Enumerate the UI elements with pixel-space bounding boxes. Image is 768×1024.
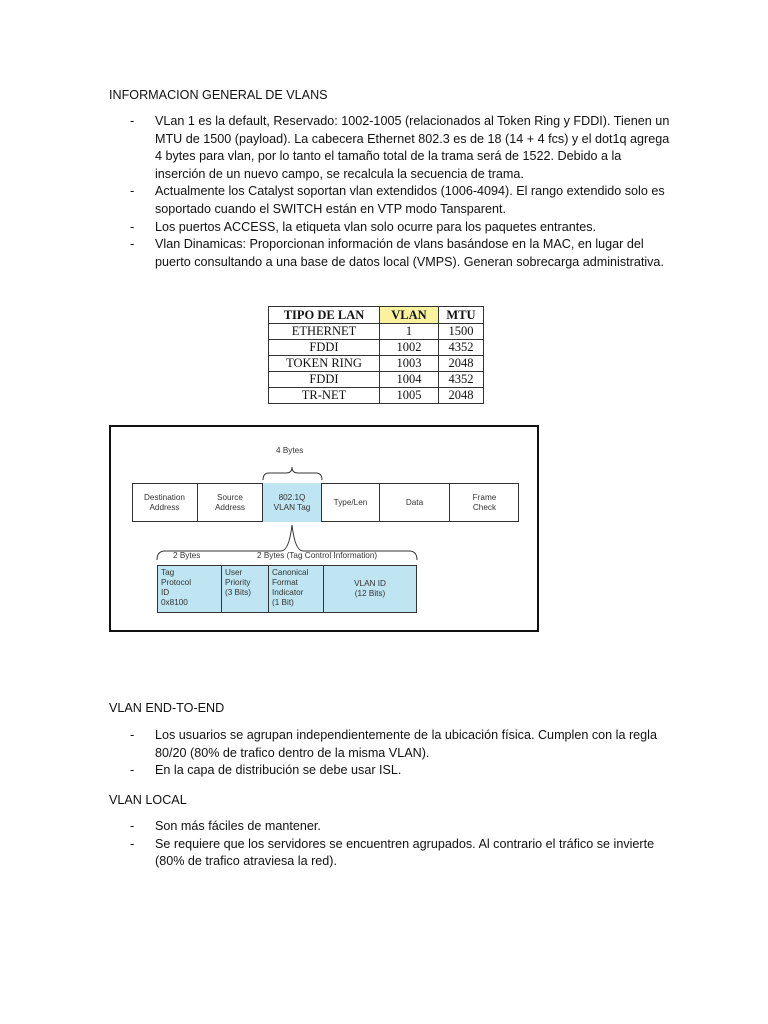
table-row xyxy=(269,356,484,372)
tag-fields-row xyxy=(157,565,417,613)
bullet-list-local xyxy=(130,818,670,871)
table-cell: TR-NET xyxy=(269,388,380,404)
bullet-dash: - xyxy=(130,763,135,778)
table-cell: 4352 xyxy=(439,372,484,388)
bullet-dash: - xyxy=(130,819,135,833)
table-cell: 1 xyxy=(380,324,439,340)
bullet-list-general xyxy=(130,113,670,271)
table-cell: FDDI xyxy=(269,340,380,356)
two-bytes-label: 2 Bytes xyxy=(173,551,201,560)
table-row xyxy=(269,324,484,340)
list-item: - Son más fáciles de mantener. xyxy=(130,818,670,836)
list-item: - Se requiere que los servidores se encuentren agrupados. Al contrario el tráfico se invierte (80% de trafico atraviesa la red). xyxy=(130,836,655,869)
four-bytes-label: 4 Bytes xyxy=(276,446,304,455)
field-destination-address: Destination Address xyxy=(132,483,198,522)
section-title-vlans: INFORMACION GENERAL DE VLANS xyxy=(109,88,328,102)
bullet-dash: - xyxy=(130,184,135,199)
col-header-tipo: TIPO DE LAN xyxy=(269,307,380,324)
table-header-row xyxy=(269,307,484,324)
field-data: Data xyxy=(380,483,450,522)
table-cell: 1500 xyxy=(439,324,484,340)
table-cell: ETHERNET xyxy=(269,324,380,340)
field-type-len: Type/Len xyxy=(322,483,380,522)
table-row xyxy=(269,372,484,388)
field-user-priority: User Priority (3 Bits) xyxy=(222,566,269,612)
col-header-mtu: MTU xyxy=(439,307,484,324)
section-title-end-to-end: VLAN END-TO-END xyxy=(109,701,225,715)
list-item: - Vlan Dinamicas: Proporcionan información de vlans basándose en la MAC, en lugar del puerto consultando a una base de datos local (VMPS). Generan sobrecarga administrativa. xyxy=(130,237,664,269)
bullet-dash: - xyxy=(130,836,135,851)
table-cell: 1004 xyxy=(380,372,439,388)
table-cell: TOKEN RING xyxy=(269,356,380,372)
list-item: - Los usuarios se agrupan independientemente de la ubicación física. Cumplen con la regla 80/20 (80% de trafico dentro de la misma VLAN). xyxy=(130,728,657,760)
field-cfi: Canonical Format Indicator (1 Bit) xyxy=(269,566,324,612)
table-cell: 1005 xyxy=(380,388,439,404)
field-vlan-id: VLAN ID (12 Bits) xyxy=(354,579,386,598)
bullet-dash: - xyxy=(130,237,135,252)
table-cell: 1002 xyxy=(380,340,439,356)
vlan-table xyxy=(268,306,484,404)
list-item: - Los puertos ACCESS, la etiqueta vlan solo ocurre para los paquetes entrantes. xyxy=(130,219,670,237)
field-vlan-tag: 802.1Q VLAN Tag xyxy=(263,483,322,522)
field-tpid: Tag Protocol ID 0x8100 xyxy=(158,566,222,612)
table-cell: 4352 xyxy=(439,340,484,356)
bullet-dash: - xyxy=(130,728,135,742)
table-row xyxy=(269,340,484,356)
table-cell: 2048 xyxy=(439,356,484,372)
table-cell: FDDI xyxy=(269,372,380,388)
col-header-vlan: VLAN xyxy=(380,307,439,324)
dot1q-frame-diagram xyxy=(109,425,539,632)
field-source-address: Source Address xyxy=(198,483,263,522)
list-item: - Actualmente los Catalyst soportan vlan extendidos (1006-4094). El rango extendido solo es soportado cuando el SWITCH están en VTP modo Tansparent. xyxy=(130,184,665,216)
bullet-list-end-to-end xyxy=(130,727,670,780)
table-cell: 2048 xyxy=(439,388,484,404)
table-row xyxy=(269,388,484,404)
bullet-dash: - xyxy=(130,114,135,128)
table-cell: 1003 xyxy=(380,356,439,372)
tci-bytes-label: 2 Bytes (Tag Control Information) xyxy=(257,551,378,560)
section-title-local: VLAN LOCAL xyxy=(109,793,187,807)
list-item: - VLan 1 es la default, Reservado: 1002-1005 (relacionados al Token Ring y FDDI). Tienen un MTU de 1500 (payload). La cabecera Ethernet 802.3 es de 18 (14 + 4 fcs) y el dot1q agrega 4 bytes para vlan, por lo tanto el tamaño total de la trama será de 1522. Debido a la inserción de un nuevo campo, se recalcula la secuencia de trama. xyxy=(130,114,670,181)
list-item: - En la capa de distribución se debe usar ISL. xyxy=(130,762,670,780)
field-frame-check: Frame Check xyxy=(472,492,497,512)
bullet-dash: - xyxy=(130,219,135,234)
